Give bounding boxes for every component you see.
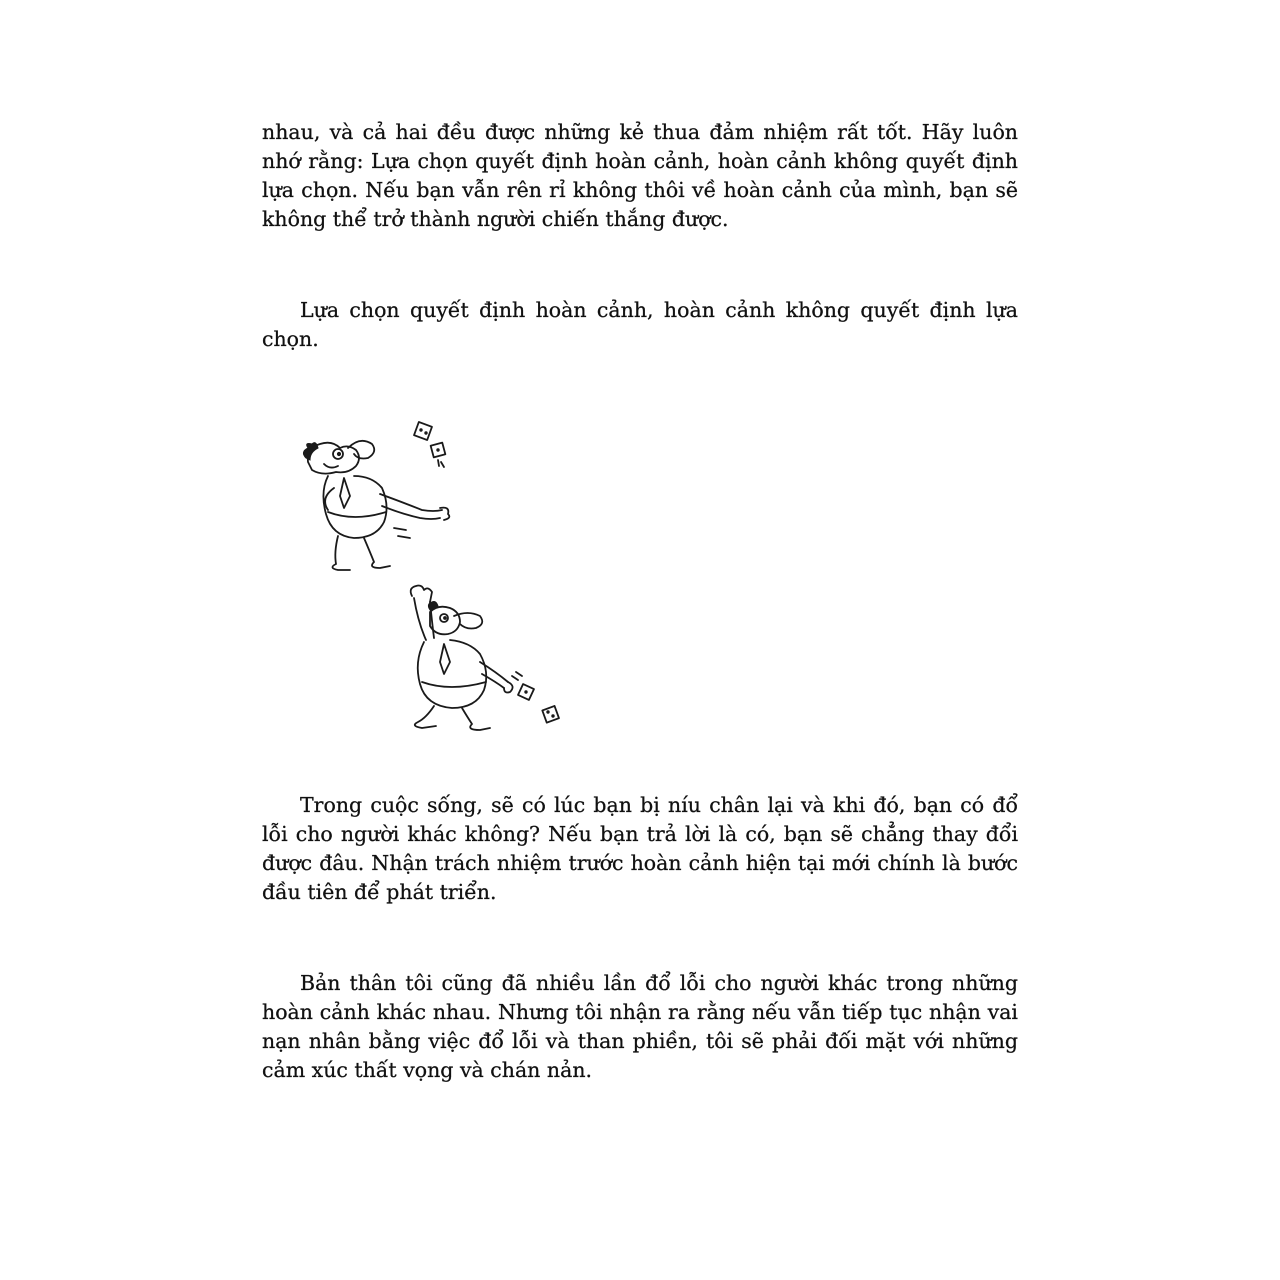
- paragraph-reflection: Bản thân tôi cũng đã nhiều lần đổ lỗi cho người khác trong những hoàn cảnh khác nhau. Nhưng tôi nhận ra rằng nếu vẫn tiếp tục nhận vai nạn nhân bằng việc đổ lỗi và than phiền, tôi sẽ phải đối mặt với những cảm xúc thất vọng và chán nản.: [262, 971, 1018, 1082]
- paragraph-quote: Lựa chọn quyết định hoàn cảnh, hoàn cảnh không quyết định lựa chọn.: [262, 298, 1018, 351]
- paragraph-continuation: nhau, và cả hai đều được những kẻ thua đảm nhiệm rất tốt. Hãy luôn nhớ rằng: Lựa chọn quyết định hoàn cảnh, hoàn cảnh không quyết định lựa chọn. Nếu bạn vẫn rên rỉ không thôi về hoàn cảnh của mình, bạn sẽ không thể trở thành người chiến thắng được.: [262, 120, 1018, 231]
- paragraph-blame: Trong cuộc sống, sẽ có lúc bạn bị níu chân lại và khi đó, bạn có đổ lỗi cho người khác không? Nếu bạn trả lời là có, bạn sẽ chẳng thay đổi được đâu. Nhận trách nhiệm trước hoàn cảnh hiện tại mới chính là bước đầu tiên để phát triển.: [262, 793, 1018, 904]
- cartoon-man-dropping-dice-icon: [400, 582, 570, 732]
- cartoon-man-juggling-dice-icon: [298, 418, 458, 578]
